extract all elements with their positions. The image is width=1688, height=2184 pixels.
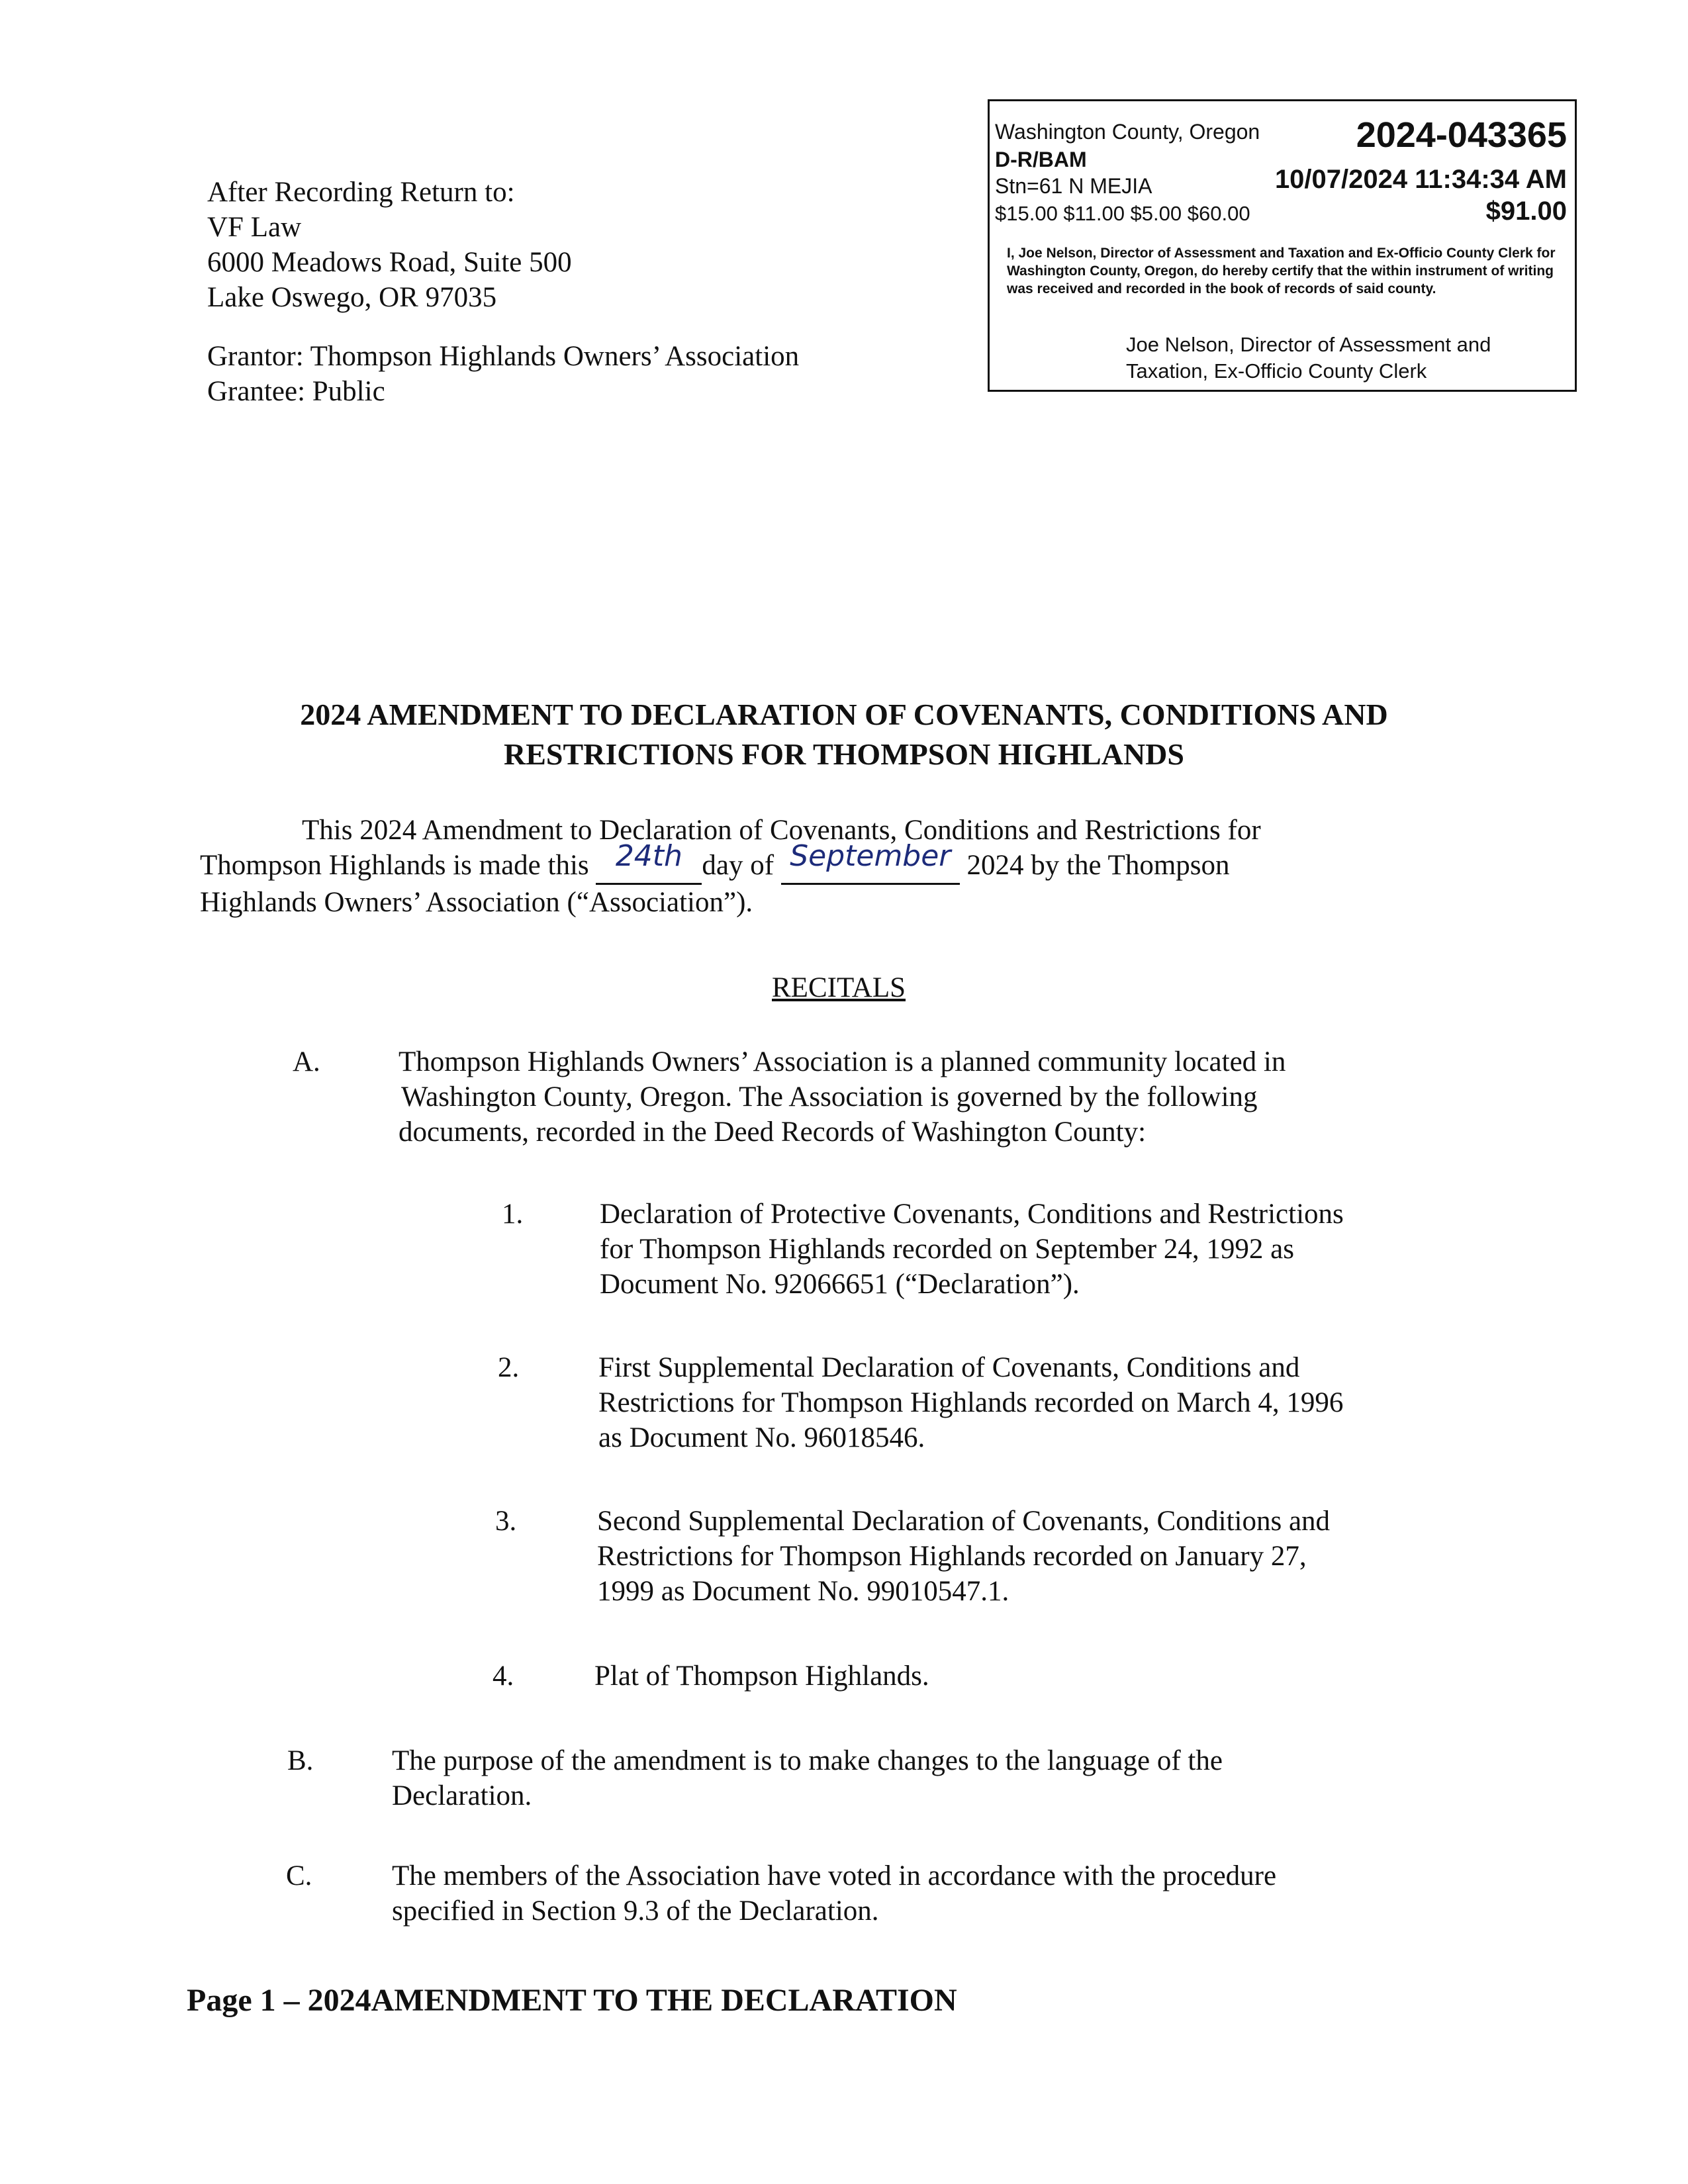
- return-address-line2: Lake Oswego, OR 97035: [207, 282, 497, 313]
- recital-a-line2: Washington County, Oregon. The Association is governed by the following: [401, 1081, 1258, 1113]
- intro-line3: Highlands Owners’ Association (“Association”).: [200, 887, 753, 918]
- intro-line1: This 2024 Amendment to Declaration of Covenants, Conditions and Restrictions for: [302, 815, 1261, 846]
- recital-c-letter: C.: [286, 1860, 312, 1891]
- intro-line2: [200, 839, 1524, 885]
- list-item-number: 3.: [495, 1506, 517, 1537]
- recording-stamp: [988, 99, 1577, 392]
- stamp-total: $91.00: [1485, 197, 1567, 226]
- grantor: Grantor: Thompson Highlands Owners’ Association: [207, 341, 800, 372]
- list-item-line: for Thompson Highlands recorded on September 24, 1992 as: [600, 1234, 1294, 1265]
- return-address-block: [207, 175, 572, 315]
- return-heading: After Recording Return to:: [207, 177, 515, 208]
- recital-b-line1: The purpose of the amendment is to make changes to the language of the: [392, 1745, 1223, 1776]
- handwritten-day: 24th: [615, 839, 682, 873]
- recital-a-line3: documents, recorded in the Deed Records of Washington County:: [399, 1116, 1147, 1148]
- list-item-line: Document No. 92066651 (“Declaration”).: [600, 1269, 1080, 1300]
- list-item-line: First Supplemental Declaration of Covenants, Conditions and: [598, 1352, 1300, 1383]
- list-item-line: Restrictions for Thompson Highlands recorded on January 27,: [597, 1541, 1307, 1572]
- stamp-datetime: 10/07/2024 11:34:34 AM: [1274, 165, 1567, 194]
- list-item-line: Plat of Thompson Highlands.: [594, 1661, 929, 1692]
- recital-a-letter: A.: [293, 1046, 320, 1077]
- list-item-line: Second Supplemental Declaration of Covenants, Conditions and: [597, 1506, 1331, 1537]
- stamp-signature-line2: Taxation, Ex-Officio County Clerk: [1126, 359, 1427, 383]
- title-line1: 2024 AMENDMENT TO DECLARATION OF COVENANTS, CONDITIONS AND: [300, 698, 1388, 731]
- list-item-line: as Document No. 96018546.: [598, 1422, 925, 1453]
- stamp-signature: [1126, 332, 1550, 385]
- recital-b-line2: Declaration.: [392, 1780, 532, 1811]
- list-item: [598, 1350, 1343, 1455]
- list-item: [594, 1659, 929, 1694]
- intro-line2-post: 2024 by the Thompson: [966, 850, 1230, 881]
- recital-a-line1: Thompson Highlands Owners’ Association is a planned community located in: [399, 1046, 1286, 1077]
- parties-block: [207, 339, 799, 409]
- list-item-number: 2.: [498, 1352, 520, 1383]
- intro-line2-pre: Thompson Highlands is made this: [200, 850, 589, 881]
- recital-c-line1: The members of the Association have voted in accordance with the procedure: [392, 1860, 1277, 1891]
- stamp-county: Washington County, Oregon: [995, 120, 1260, 144]
- list-item: [600, 1197, 1344, 1302]
- document-title: [132, 695, 1556, 774]
- stamp-station: Stn=61 N MEJIA: [995, 174, 1152, 198]
- grantee: Grantee: Public: [207, 376, 385, 407]
- list-item-number: 1.: [502, 1199, 524, 1230]
- day-fill-line: [596, 839, 702, 885]
- stamp-code: D-R/BAM: [995, 148, 1087, 171]
- recital-c-text: [392, 1858, 1276, 1929]
- return-address-line1: 6000 Meadows Road, Suite 500: [207, 247, 572, 278]
- month-fill-line: [781, 839, 960, 885]
- title-line2: RESTRICTIONS FOR THOMPSON HIGHLANDS: [504, 737, 1184, 771]
- recital-c-line2: specified in Section 9.3 of the Declaration.: [392, 1895, 879, 1927]
- stamp-fees: $15.00 $11.00 $5.00 $60.00: [995, 202, 1250, 225]
- list-item-number: 4.: [492, 1661, 514, 1692]
- stamp-signature-line1: Joe Nelson, Director of Assessment and: [1126, 333, 1491, 356]
- recital-b-letter: B.: [287, 1745, 314, 1776]
- page-footer: Page 1 – 2024AMENDMENT TO THE DECLARATION: [187, 1983, 957, 2018]
- list-item-line: 1999 as Document No. 99010547.1.: [597, 1576, 1009, 1607]
- list-item: [597, 1504, 1330, 1609]
- list-item-line: Declaration of Protective Covenants, Conditions and Restrictions: [600, 1199, 1344, 1230]
- return-name: VF Law: [207, 212, 302, 243]
- intro-paragraph: [200, 813, 1524, 920]
- stamp-document-number: 2024-043365: [1356, 115, 1567, 155]
- list-item-line: Restrictions for Thompson Highlands recorded on March 4, 1996: [598, 1387, 1344, 1418]
- intro-line2-mid: day of: [702, 850, 774, 881]
- stamp-certification: I, Joe Nelson, Director of Assessment and Taxation and Ex-Officio County Clerk for Washington County, Oregon, do hereby certify that the within instrument of writing was received and recorded in the book of records of said county.: [1007, 246, 1556, 296]
- recitals-heading: RECITALS: [772, 972, 906, 1003]
- recital-a-text: [399, 1044, 1286, 1150]
- recital-b-text: [392, 1743, 1223, 1813]
- handwritten-month: September: [790, 839, 951, 873]
